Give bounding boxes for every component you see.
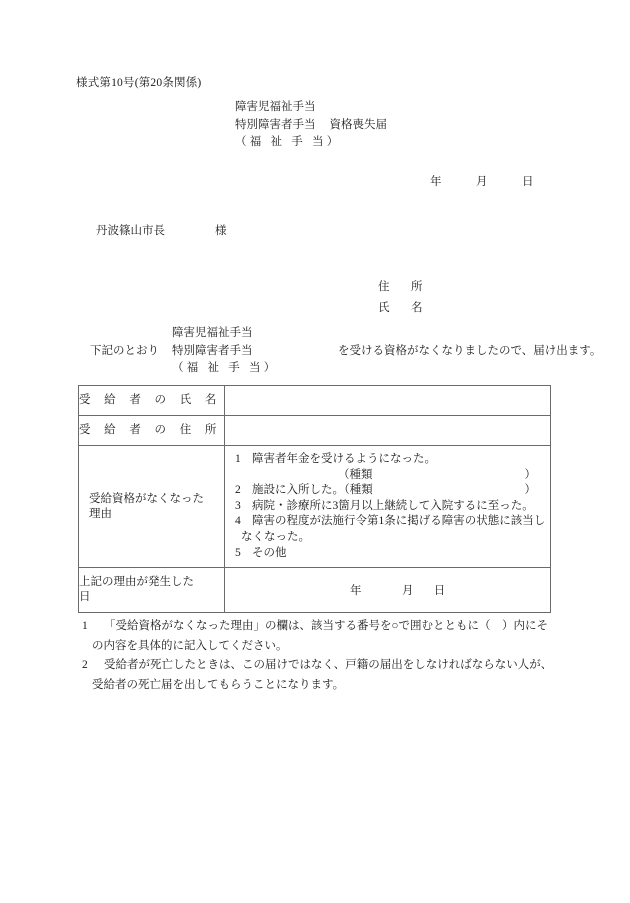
- statement-benefit-stack: [172, 325, 278, 378]
- reason-options-list: [225, 446, 550, 567]
- date-month-label: 月: [476, 176, 488, 188]
- statement-tail: を受ける資格がなくなりましたので、届け出ます。: [338, 345, 602, 357]
- reason-1-kind-paren-close: ）: [524, 468, 536, 481]
- label-occurrence-date-line1: 上記の理由が発生した: [79, 576, 194, 589]
- reason-text-5: その他: [252, 546, 287, 559]
- reason-text-2: 施設に入所した。（種類: [252, 484, 373, 497]
- addressee: [96, 222, 227, 238]
- label-reason-line2: 理由: [89, 507, 112, 520]
- form-notes: [82, 617, 552, 695]
- label-recipient-address: [79, 416, 225, 446]
- reason-number-5: 5: [235, 546, 241, 559]
- note-1: [82, 617, 552, 637]
- title-benefit-adult: 特別障害者手当: [235, 118, 316, 131]
- reason-2-kind-paren-close: ）: [524, 484, 536, 497]
- title-line-1: [235, 99, 387, 117]
- label-occurrence-date: [79, 568, 225, 613]
- label-recipient-address-text: 受 給 者 の 住 所: [79, 424, 222, 436]
- label-reason: [79, 446, 225, 568]
- statement-lead: 下記のとおり: [90, 345, 159, 357]
- addressee-honorific: 様: [215, 225, 227, 237]
- reason-number-1: 1: [235, 453, 241, 465]
- reason-number-2: 2: [235, 484, 241, 497]
- note-2: [82, 656, 552, 676]
- reason-option-2[interactable]: [235, 483, 542, 499]
- reason-1-kind-blank[interactable]: [235, 468, 542, 484]
- submission-date-line: [430, 173, 534, 189]
- form-title-block: [235, 99, 387, 152]
- occurrence-month-label: 月: [402, 585, 414, 598]
- reason-option-5[interactable]: [235, 546, 542, 562]
- field-occurrence-date[interactable]: [225, 568, 551, 613]
- table-row-recipient-address: [79, 416, 551, 446]
- form-number: 様式第10号(第20条関係): [76, 77, 202, 89]
- reason-option-1[interactable]: [235, 452, 542, 468]
- label-occurrence-date-line2: 日: [79, 591, 91, 604]
- reason-text-3: 病院・診療所に3箇月以上継続して入院するに至った。: [252, 499, 534, 512]
- title-line-3: （福 祉 手 当）: [235, 136, 342, 148]
- table-row-recipient-name: [79, 386, 551, 416]
- occurrence-day-label: 日: [433, 585, 446, 598]
- note-2-line2: 受給者の死亡届を出してもらうことになります。: [92, 678, 345, 691]
- note-1-number: 1: [82, 620, 88, 632]
- label-recipient-name: [79, 386, 225, 416]
- loss-of-eligibility-table: [78, 385, 551, 613]
- title-benefit-child: 障害児福祉手当: [235, 101, 316, 113]
- reason-number-3: 3: [235, 499, 241, 512]
- note-2-number: 2: [82, 659, 88, 671]
- title-line-2: [235, 117, 387, 135]
- addressee-name: 丹波篠山市長: [96, 225, 165, 237]
- applicant-address-label: 住 所: [378, 281, 428, 293]
- reason-number-4: 4: [235, 515, 241, 528]
- field-recipient-address[interactable]: [225, 416, 551, 446]
- reason-options-cell: [225, 446, 551, 568]
- statement-benefit-welfare: （福 祉 手 当）: [172, 362, 279, 374]
- reason-option-4[interactable]: [235, 514, 546, 530]
- note-1-line1: 「受給資格がなくなった理由」の欄は、該当する番号を○で囲むとともに（ ）内にそ: [104, 620, 548, 632]
- statement-benefit-adult: 特別障害者手当: [172, 344, 253, 357]
- date-day-label: 日: [522, 176, 534, 188]
- table-row-reason: [79, 446, 551, 568]
- reason-option-4-continued: なくなった。: [241, 530, 310, 543]
- occurrence-year-label: 年: [350, 585, 362, 598]
- field-recipient-name[interactable]: [225, 386, 551, 416]
- label-recipient-name-text: 受 給 者 の 氏 名: [79, 394, 222, 406]
- title-notification-type: 資格喪失届: [329, 118, 387, 131]
- reason-text-4: 障害の程度が法施行令第1条に掲げる障害の状態に該当し: [252, 515, 546, 528]
- reason-1-kind-label: （種類: [338, 468, 373, 481]
- applicant-name-label: 氏 名: [378, 302, 428, 314]
- statement-benefit-child: 障害児福祉手当: [172, 327, 253, 339]
- note-1-line2: の内容を具体的に記入してください。: [92, 639, 288, 652]
- table-row-occurrence-date: [79, 568, 551, 613]
- label-reason-line1: 受給資格がなくなった: [89, 492, 204, 505]
- date-year-label: 年: [430, 176, 442, 188]
- note-2-line1: 受給者が死亡したときは、この届けではなく、戸籍の届出をしなければならない人が、: [104, 659, 553, 671]
- reason-text-1: 障害者年金を受けるようになった。: [252, 453, 436, 465]
- reason-option-3[interactable]: [235, 499, 542, 515]
- applicant-block: [378, 277, 428, 319]
